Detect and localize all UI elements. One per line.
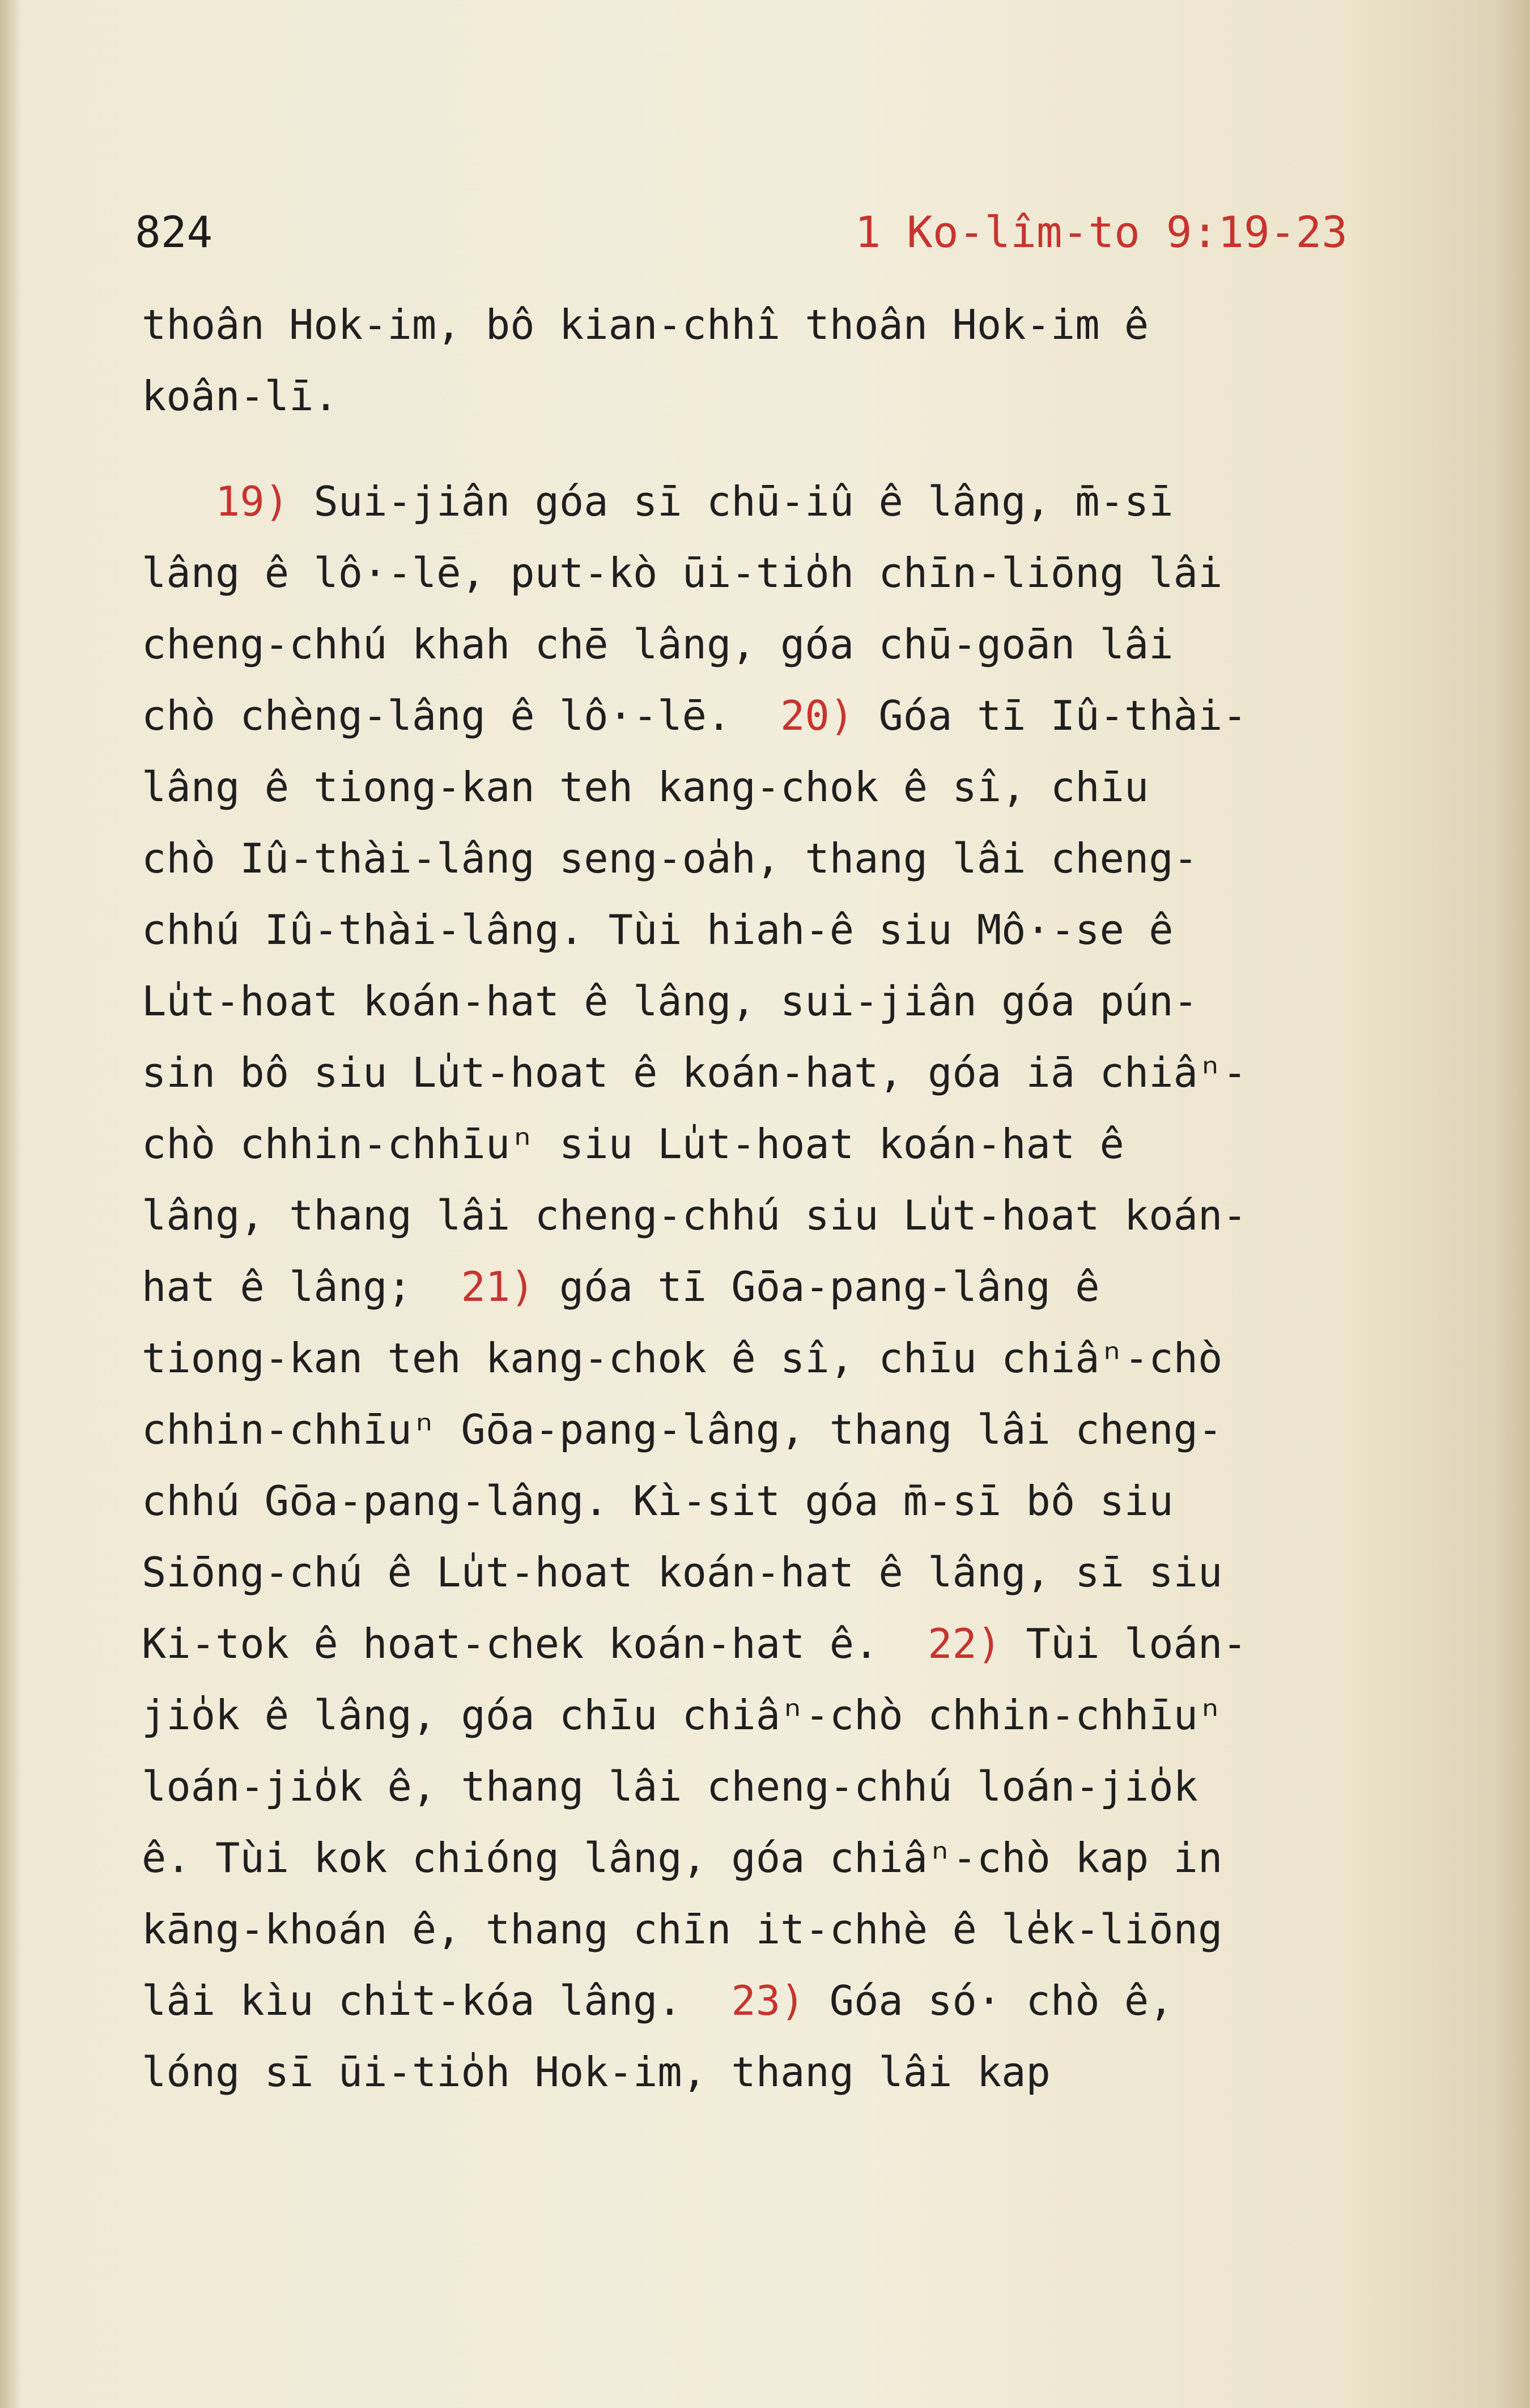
verse-number: 21) [461,1263,535,1311]
text-line [142,609,1428,680]
running-head: 1 Ko-lîm-to 9:19-23 [855,207,1348,257]
text-line [142,1037,1428,1108]
page-edge-shadow [0,0,23,2408]
text-line [142,1108,1428,1180]
text-line [142,894,1428,965]
text-segment: lâng ê lô·-lē, put-kò ūi-tio̍h chīn-liōng lâi [142,549,1223,597]
text-segment: Lu̍t-hoat koán-hat ê lâng, sui-jiân góa pún- [142,977,1198,1025]
text-line [142,360,1428,432]
text-segment: loán-jio̍k ê, thang lâi cheng-chhú loán-jio̍k [142,1763,1198,1810]
text-segment: sin bô siu Lu̍t-hoat ê koán-hat, góa iā chiâⁿ- [142,1049,1247,1096]
text-line [142,1608,1428,1679]
text-line [142,1251,1428,1322]
text-line [142,289,1428,360]
text-line [142,1180,1428,1251]
text-segment: lóng sī ūi-tio̍h Hok-im, thang lâi kap [142,2048,1051,2096]
verse-number: 23) [731,1977,805,2024]
text-segment: jio̍k ê lâng, góa chīu chiâⁿ-chò chhin-chhīuⁿ [142,1691,1223,1739]
text-line [142,1394,1428,1465]
page-number: 824 [135,207,213,257]
text-line [142,965,1428,1037]
text-segment: chò chhin-chhīuⁿ siu Lu̍t-hoat koán-hat ê [142,1120,1124,1168]
body-text [142,289,1428,2181]
page-edge-shadow [1496,0,1530,2408]
text-segment: cheng-chhú khah chē lâng, góa chū-goān lâi [142,620,1174,668]
verse-number: 20) [780,692,855,739]
text-line [142,1537,1428,1608]
text-segment [142,478,215,525]
text-segment: lâi kìu chi̍t-kóa lâng. [142,1977,732,2024]
text-segment: kāng-khoán ê, thang chīn it-chhè ê le̍k-liōng [142,1905,1223,1953]
text-segment: chhú Iû-thài-lâng. Tùi hiah-ê siu Mô·-se ê [142,906,1174,954]
text-segment: Ki-tok ê hoat-chek koán-hat ê. [142,1620,928,1667]
text-line [142,1751,1428,1822]
page-header [135,204,1348,261]
text-line [142,466,1428,537]
text-segment: tiong-kan teh kang-chok ê sî, chīu chiâⁿ-chò [142,1334,1223,1382]
text-segment: Góa só· chò ê, [805,1977,1174,2024]
text-segment: chò Iû-thài-lâng seng-oa̍h, thang lâi cheng- [142,835,1198,882]
text-segment: Sui-jiân góa sī chū-iû ê lâng, m̄-sī [289,478,1174,525]
text-line [142,1322,1428,1394]
text-segment: koân-lī. [142,372,338,420]
text-segment: lâng, thang lâi cheng-chhú siu Lu̍t-hoat koán- [142,1192,1247,1239]
text-segment: chhin-chhīuⁿ Gōa-pang-lâng, thang lâi cheng- [142,1406,1223,1453]
text-segment: Góa tī Iû-thài- [854,692,1247,739]
text-line [142,1894,1428,1965]
text-line [142,537,1428,609]
text-segment: ê. Tùi kok chióng lâng, góa chiâⁿ-chò kap in [142,1834,1223,1882]
text-segment: góa tī Gōa-pang-lâng ê [534,1263,1100,1311]
text-segment: Tùi loán- [1001,1620,1247,1667]
verse-number: 22) [928,1620,1002,1667]
text-segment: Siōng-chú ê Lu̍t-hoat koán-hat ê lâng, sī siu [142,1548,1223,1596]
text-line [142,1679,1428,1751]
text-segment: chò chèng-lâng ê lô·-lē. [142,692,781,739]
text-line [142,1965,1428,2036]
text-segment: lâng ê tiong-kan teh kang-chok ê sî, chīu [142,763,1149,811]
text-segment: thoân Hok-im, bô kian-chhî thoân Hok-im ê [142,301,1149,348]
text-segment: chhú Gōa-pang-lâng. Kì-sit góa m̄-sī bô siu [142,1477,1174,1525]
text-segment: hat ê lâng; [142,1263,461,1311]
text-line [142,823,1428,894]
verse-number: 19) [215,478,290,525]
text-line [142,680,1428,751]
text-line [142,1465,1428,1537]
text-line [142,751,1428,823]
text-line [142,2036,1428,2108]
text-line [142,1822,1428,1894]
